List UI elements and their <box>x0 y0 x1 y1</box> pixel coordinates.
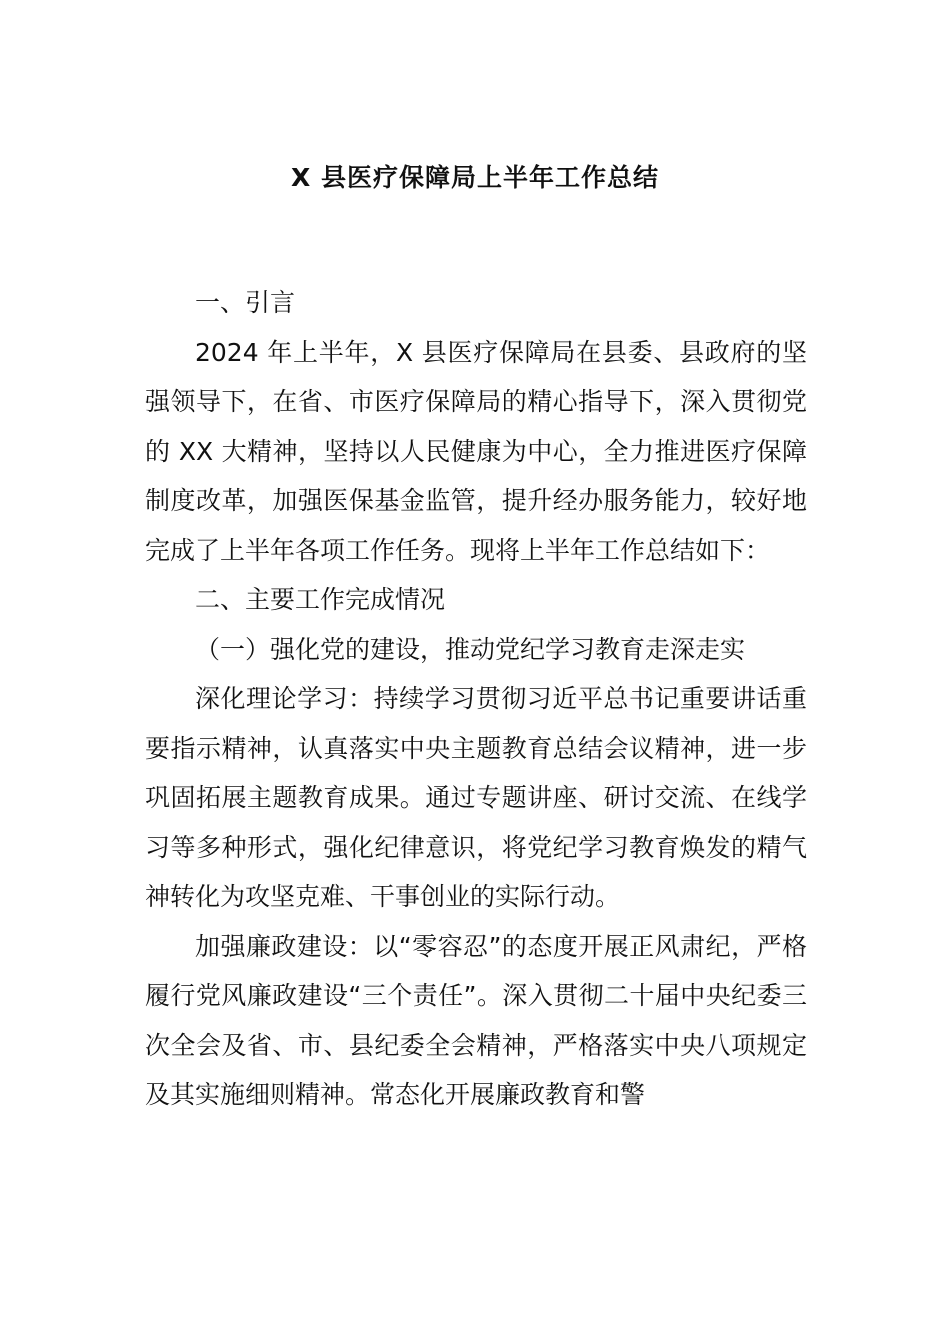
document-body <box>145 278 807 1120</box>
paragraph-theory-study: 深化理论学习：持续学习贯彻习近平总书记重要讲话重要指示精神，认真落实中央主题教育总结会议精神，进一步巩固拓展主题教育成果。通过专题讲座、研讨交流、在线学习等多种形式，强化纪律意识，将党纪学习教育焕发的精气神转化为攻坚克难、干事创业的实际行动。 <box>145 684 807 911</box>
paragraph-integrity-building: 加强廉政建设：以“零容忍”的态度开展正风肃纪，严格履行党风廉政建设“三个责任”。深入贯彻二十届中央纪委三次全会及省、市、县纪委全会精神，严格落实中央八项规定及其实施细则精神。常态化开展廉政教育和警 <box>145 931 807 1109</box>
heading-main-work: 二、主要工作完成情况 <box>195 585 446 614</box>
subheading-party-building: （一）强化党的建设，推动党纪学习教育走深走实 <box>195 634 746 664</box>
heading-introduction: 一、引言 <box>195 288 296 317</box>
paragraph-intro-summary: 2024 年上半年，X 县医疗保障局在县委、县政府的坚强领导下，在省、市医疗保障局的精心指导下，深入贯彻党的 XX 大精神，坚持以人民健康为中心，全力推进医疗保障制度改革，加强医保基金监管，提升经办服务能力，较好地完成了上半年各项工作任务。现将上半年工作总结如下： <box>145 337 807 565</box>
document-title: X 县医疗保障局上半年工作总结 <box>291 163 659 192</box>
